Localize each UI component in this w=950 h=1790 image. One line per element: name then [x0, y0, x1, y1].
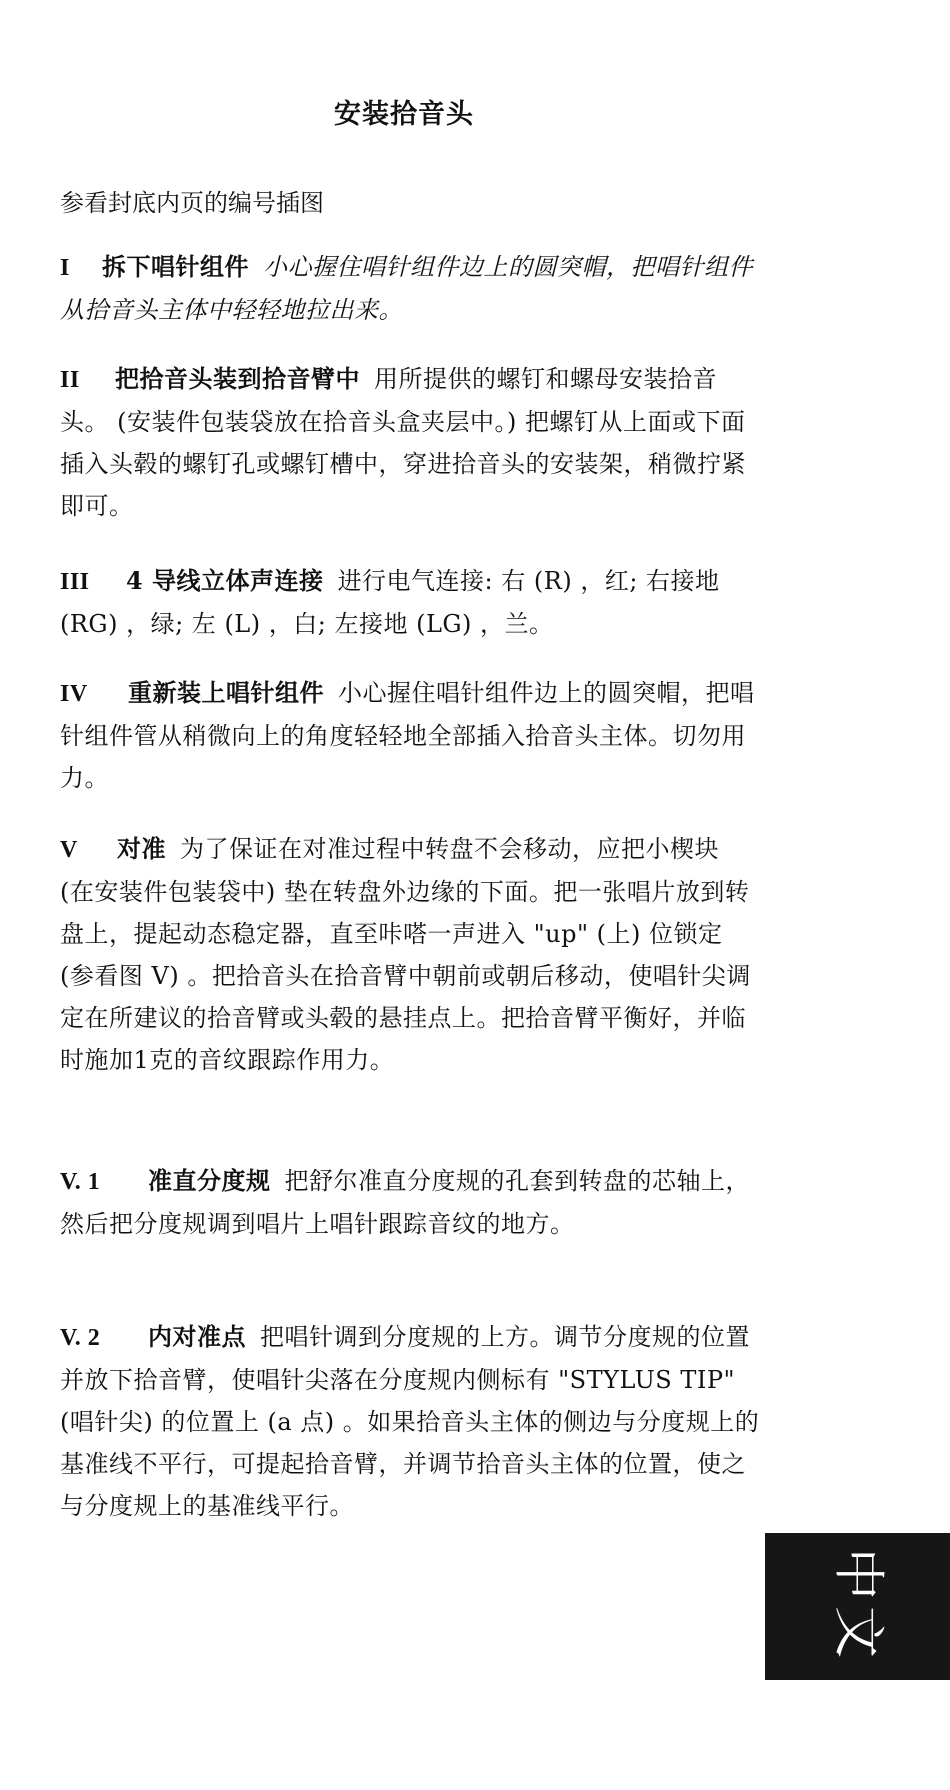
- intro-text: 参看封底内页的编号插图: [60, 189, 324, 217]
- section-heading: 4 导线立体声连接: [126, 566, 324, 595]
- page-title: 安装拾音头: [334, 99, 474, 130]
- language-tab: [765, 1533, 950, 1680]
- section-number: V. 1: [60, 1169, 101, 1195]
- section-body: 把唱针调到分度规的上方。调节分度规的位置并放下拾音臂，使唱针尖落在分度规内侧标有 "STYLUS TIP" (唱针尖) 的位置上 (a 点) 。如果拾音头主体的侧边与分度规上的基准线不平行，可提起拾音臂，并调节拾音头主体的位置，使之与分度规上的基准线平行。: [60, 1323, 760, 1520]
- section-5-2: [60, 1316, 760, 1527]
- section-body: 小心握住唱针组件边上的圆突帽，把唱针组件从拾音头主体中轻轻地拉出来。: [60, 253, 753, 324]
- section-4: [60, 672, 760, 799]
- section-2: [60, 358, 760, 527]
- section-3: [60, 560, 760, 645]
- section-1: [60, 246, 760, 331]
- section-number: I: [60, 255, 70, 281]
- section-number: III: [60, 569, 90, 595]
- section-body: 把舒尔准直分度规的孔套到转盘的芯轴上，然后把分度规调到唱片上唱针跟踪音纹的地方。: [60, 1167, 750, 1238]
- section-heading: 重新装上唱针组件: [128, 678, 324, 707]
- section-body: 为了保证在对准过程中转盘不会移动，应把小楔块 (在安装件包装袋中) 垫在转盘外边缘的下面。把一张唱片放到转盘上，提起动态稳定器，直至咔嗒一声进入 "up" (上) 位锁定 (参看图 V) 。把拾音头在拾音臂中朝前或朝后移动，使唱针尖调定在所建议的拾音臂或头毂的悬挂点上。把拾音臂平衡好，并临时施加1克的音纹跟踪作用力。: [60, 835, 751, 1074]
- section-heading: 内对准点: [148, 1322, 246, 1351]
- section-body: 进行电气连接: 右 (R) ，红; 右接地 (RG) ，绿; 左 (L) ，白; 左接地 (LG) ，兰。: [60, 567, 720, 638]
- section-number: V: [60, 837, 78, 863]
- section-body: 小心握住唱针组件边上的圆突帽，把唱针组件管从稍微向上的角度轻轻地全部插入拾音头主体。切勿用力。: [60, 679, 755, 792]
- section-heading: 准直分度规: [148, 1166, 271, 1195]
- section-number: V. 2: [60, 1325, 101, 1351]
- language-tab-label: 中文: [827, 1548, 888, 1665]
- section-5-1: [60, 1160, 760, 1245]
- section-heading: 拆下唱针组件: [102, 252, 249, 281]
- section-number: II: [60, 367, 80, 393]
- section-heading: 对准: [117, 834, 166, 863]
- section-heading: 把拾音头装到拾音臂中: [115, 364, 360, 393]
- section-number: IV: [60, 681, 88, 707]
- section-body: 用所提供的螺钉和螺母安装拾音头。 (安装件包装袋放在拾音头盒夹层中。) 把螺钉从上面或下面插入头毂的螺钉孔或螺钉槽中，穿进拾音头的安装架，稍微拧紧即可。: [60, 365, 746, 520]
- section-5: [60, 828, 760, 1081]
